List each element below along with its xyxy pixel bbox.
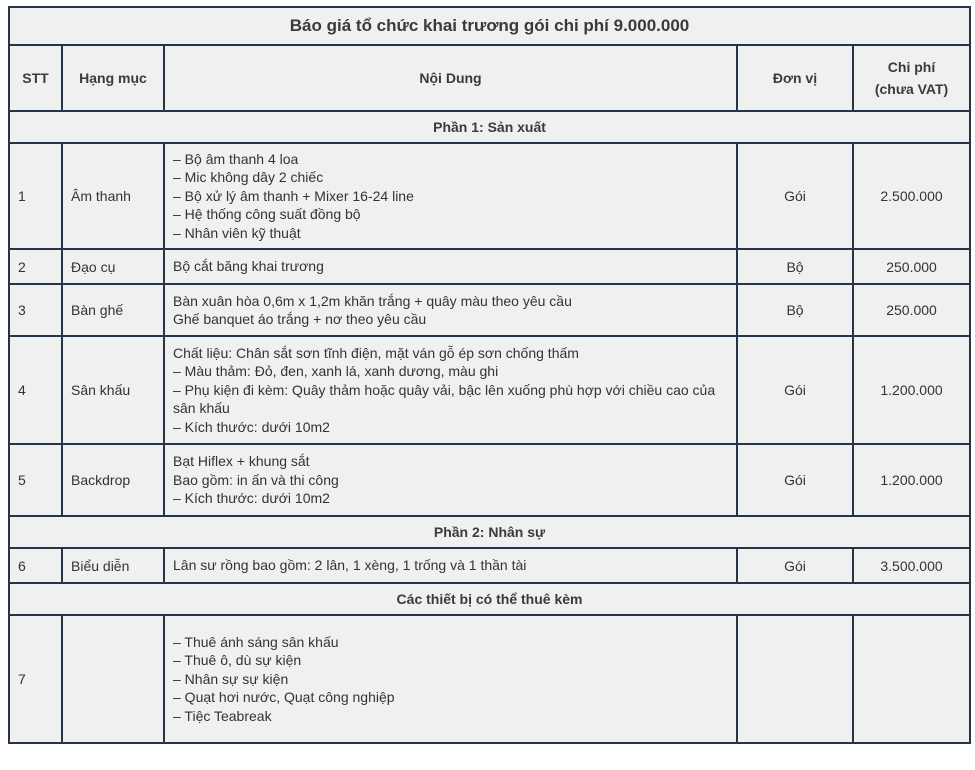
row-cost: 1.200.000: [853, 444, 970, 516]
header-content: Nội Dung: [164, 45, 737, 111]
row-cost: 1.200.000: [853, 336, 970, 444]
row-category: [62, 615, 164, 743]
row-category: Âm thanh: [62, 143, 164, 249]
section-rental: Các thiết bị có thể thuê kèm: [9, 583, 970, 615]
content-line: – Tiệc Teabreak: [173, 707, 272, 724]
row-unit: Gói: [737, 548, 853, 583]
table-title: Báo giá tổ chức khai trương gói chi phí 9.000.000: [9, 7, 970, 45]
personnel-rows: [9, 548, 970, 583]
content-line: – Bộ xử lý âm thanh + Mixer 16-24 line: [173, 187, 414, 204]
content-line: Bao gồm: in ấn và thi công: [173, 471, 339, 488]
row-unit: Bộ: [737, 249, 853, 284]
price-quote-table: [8, 6, 971, 744]
row-content: [164, 249, 737, 284]
row-category: Sân khấu: [62, 336, 164, 444]
production-rows: [9, 143, 970, 516]
section-production: Phần 1: Sản xuất: [9, 111, 970, 143]
row-stt: 7: [9, 615, 62, 743]
content-line: Bạt Hiflex + khung sắt: [173, 453, 310, 470]
row-unit: Bộ: [737, 284, 853, 336]
content-line: – Thuê ô, dù sự kiện: [173, 652, 302, 669]
content-line: Bàn xuân hòa 0,6m x 1,2m khăn trắng + quây màu theo yêu cầu: [173, 292, 572, 309]
table-row: [9, 444, 970, 516]
title-row: [9, 7, 970, 45]
table-row: [9, 249, 970, 284]
row-cost: 2.500.000: [853, 143, 970, 249]
table-row: [9, 548, 970, 583]
content-line: – Thuê ánh sáng sân khấu: [173, 633, 339, 650]
row-cost: 3.500.000: [853, 548, 970, 583]
content-line: – Mic không dây 2 chiếc: [173, 169, 324, 186]
row-stt: 1: [9, 143, 62, 249]
row-content: [164, 615, 737, 743]
content-line: – Bộ âm thanh 4 loa: [173, 150, 299, 167]
row-unit: Gói: [737, 444, 853, 516]
header-row: [9, 45, 970, 111]
table-row: [9, 284, 970, 336]
row-cost: [853, 615, 970, 743]
content-line: Bộ cắt băng khai trương: [173, 258, 324, 275]
row-unit: Gói: [737, 143, 853, 249]
row-category: Backdrop: [62, 444, 164, 516]
header-cost-line2: (chưa VAT): [874, 81, 949, 97]
row-content: [164, 143, 737, 249]
content-line: – Nhân sự sự kiện: [173, 670, 289, 687]
content-line: Lân sư rồng bao gồm: 2 lân, 1 xèng, 1 trống và 1 thần tài: [173, 557, 527, 574]
content-line: – Màu thảm: Đỏ, đen, xanh lá, xanh dương, màu ghi: [173, 363, 499, 380]
table-row: [9, 336, 970, 444]
row-category: Biểu diễn: [62, 548, 164, 583]
header-stt: STT: [9, 45, 62, 111]
row-stt: 6: [9, 548, 62, 583]
rental-rows: [9, 615, 970, 743]
row-category: Bàn ghế: [62, 284, 164, 336]
content-line: Chất liệu: Chân sắt sơn tĩnh điện, mặt ván gỗ ép sơn chống thấm: [173, 344, 579, 361]
row-stt: 5: [9, 444, 62, 516]
section-row-production: [9, 111, 970, 143]
content-line: Ghế banquet áo trắng + nơ theo yêu cầu: [173, 311, 427, 327]
table-row: [9, 615, 970, 743]
header-category: Hạng mục: [62, 45, 164, 111]
header-cost-line1: Chi phí: [887, 59, 936, 75]
row-unit: [737, 615, 853, 743]
row-stt: 4: [9, 336, 62, 444]
row-content: [164, 548, 737, 583]
content-line: – Quạt hơi nước, Quạt công nghiệp: [173, 689, 395, 706]
row-unit: Gói: [737, 336, 853, 444]
row-content: [164, 444, 737, 516]
section-row-rental: [9, 583, 970, 615]
row-stt: 2: [9, 249, 62, 284]
content-line: – Hệ thống công suất đồng bộ: [173, 206, 361, 223]
header-cost: [853, 45, 970, 111]
row-content: [164, 336, 737, 444]
row-cost: 250.000: [853, 249, 970, 284]
content-line: – Kích thước: dưới 10m2: [173, 418, 330, 435]
row-stt: 3: [9, 284, 62, 336]
content-line: – Nhân viên kỹ thuật: [173, 224, 301, 241]
row-category: Đạo cụ: [62, 249, 164, 284]
table-row: [9, 143, 970, 249]
content-line: – Kích thước: dưới 10m2: [173, 490, 330, 507]
header-unit: Đơn vị: [737, 45, 853, 111]
section-row-personnel: [9, 516, 970, 548]
section-personnel: Phần 2: Nhân sự: [9, 516, 970, 548]
row-content: [164, 284, 737, 336]
content-line: – Phụ kiện đi kèm: Quây thảm hoặc quây vải, bậc lên xuống phù hợp với chiều cao của sân khấu: [173, 381, 716, 417]
row-cost: 250.000: [853, 284, 970, 336]
